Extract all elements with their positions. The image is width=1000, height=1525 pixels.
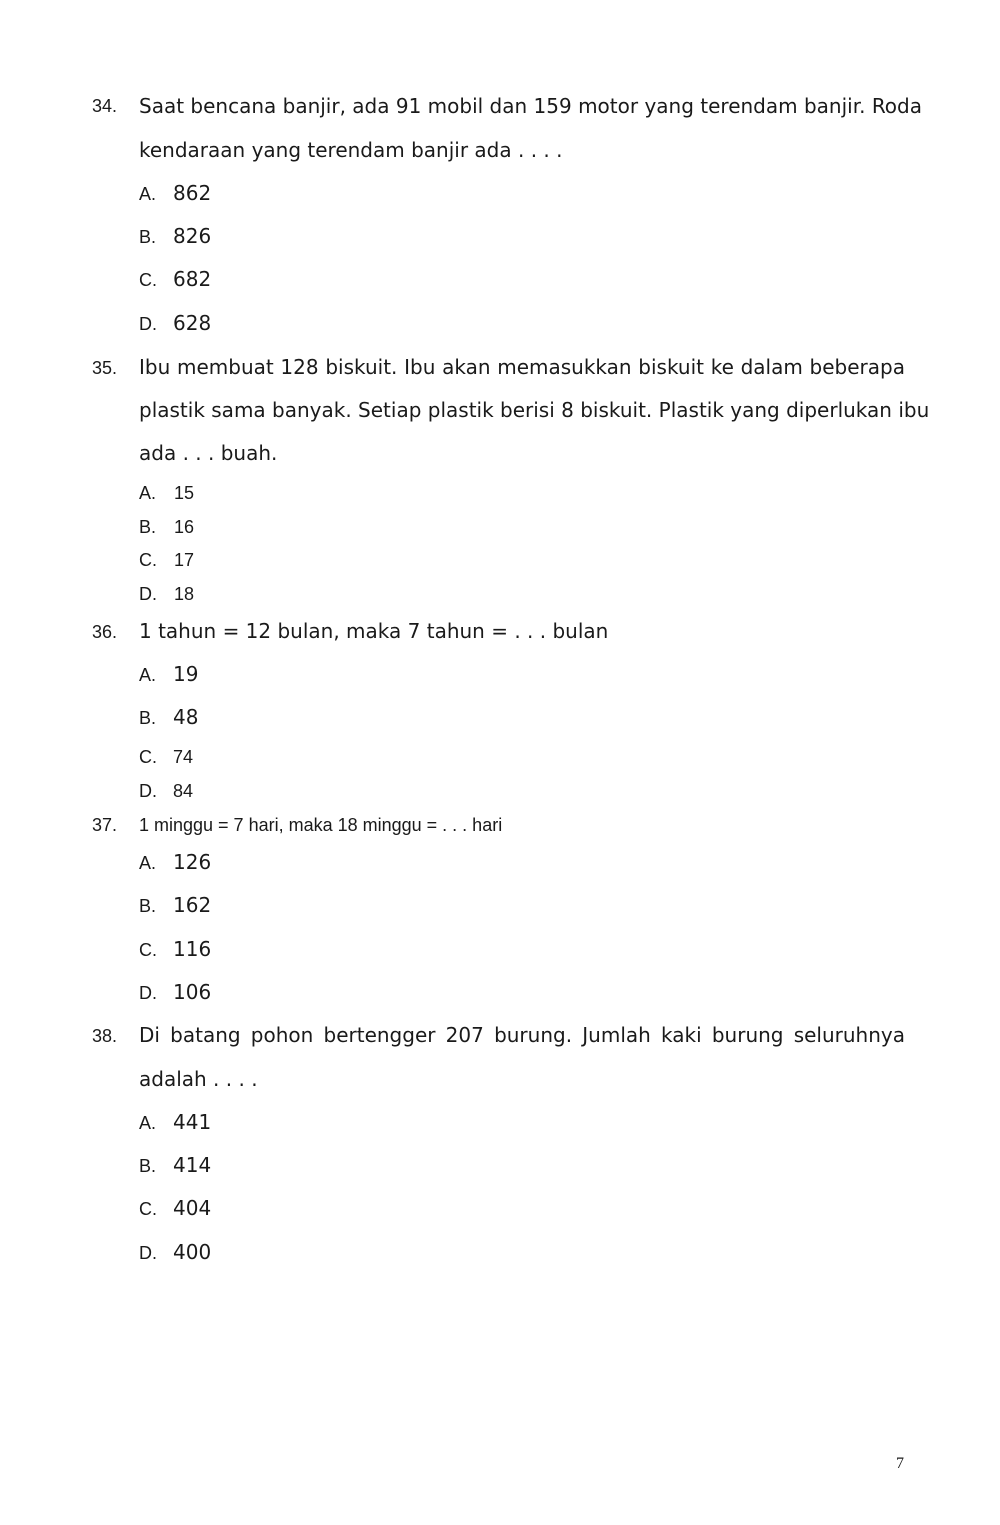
option-label: D. [139, 1243, 157, 1263]
option-label: A. [139, 184, 157, 204]
option-value: 400 [173, 1240, 212, 1264]
option-label: C. [139, 940, 157, 960]
option-label: D. [139, 983, 157, 1003]
option-value: 16 [174, 517, 195, 537]
option-value: 106 [173, 980, 212, 1004]
option-value: 18 [174, 584, 195, 604]
option-label: B. [139, 896, 157, 916]
option-value: 162 [173, 893, 212, 917]
question-number: 36. [92, 622, 118, 642]
option-label: C. [139, 270, 157, 290]
option-value: 441 [173, 1110, 212, 1134]
option-value: 404 [173, 1196, 212, 1220]
option-label: A. [139, 1113, 157, 1133]
option-label: B. [139, 1156, 157, 1176]
option-label: A. [139, 853, 157, 873]
option-value: 628 [173, 311, 212, 335]
option-label: B. [139, 517, 157, 537]
option-value: 126 [173, 850, 212, 874]
question-text-line: Di batang pohon bertengger 207 burung. Jumlah kaki burung seluruhnya [139, 1023, 905, 1047]
question-text-line: Ibu membuat 128 biskuit. Ibu akan memasukkan biskuit ke dalam beberapa [139, 355, 905, 379]
option-value: 682 [173, 267, 212, 291]
option-label: D. [139, 781, 157, 801]
question-text-line: kendaraan yang terendam banjir ada . . . . [139, 138, 563, 162]
question-text-line: ada . . . buah. [139, 441, 278, 465]
question-number: 37. [92, 815, 118, 835]
option-label: A. [139, 483, 157, 503]
option-value: 414 [173, 1153, 212, 1177]
option-value: 15 [174, 483, 195, 503]
question-text-line: 1 minggu = 7 hari, maka 18 minggu = . . . hari [139, 815, 503, 835]
question-number: 34. [92, 96, 118, 116]
option-label: D. [139, 314, 157, 334]
option-value: 19 [173, 662, 199, 686]
question-number: 35. [92, 358, 118, 378]
option-value: 48 [173, 705, 199, 729]
option-value: 84 [173, 781, 194, 801]
option-label: B. [139, 708, 157, 728]
question-text-line: Saat bencana banjir, ada 91 mobil dan 159 motor yang terendam banjir. Roda [139, 94, 922, 118]
page-number: 7 [896, 1455, 904, 1472]
option-label: B. [139, 227, 157, 247]
option-value: 17 [174, 550, 195, 570]
option-value: 826 [173, 224, 212, 248]
option-value: 116 [173, 937, 212, 961]
question-text-line: adalah . . . . [139, 1067, 258, 1091]
option-label: C. [139, 747, 157, 767]
option-value: 74 [173, 747, 194, 767]
option-label: D. [139, 584, 157, 604]
question-text-line: 1 tahun = 12 bulan, maka 7 tahun = . . . bulan [139, 619, 609, 643]
option-label: C. [139, 550, 157, 570]
question-number: 38. [92, 1026, 118, 1046]
option-label: C. [139, 1199, 157, 1219]
option-label: A. [139, 665, 157, 685]
option-value: 862 [173, 181, 212, 205]
question-text-line: plastik sama banyak. Setiap plastik berisi 8 biskuit. Plastik yang diperlukan ibu [139, 398, 930, 422]
